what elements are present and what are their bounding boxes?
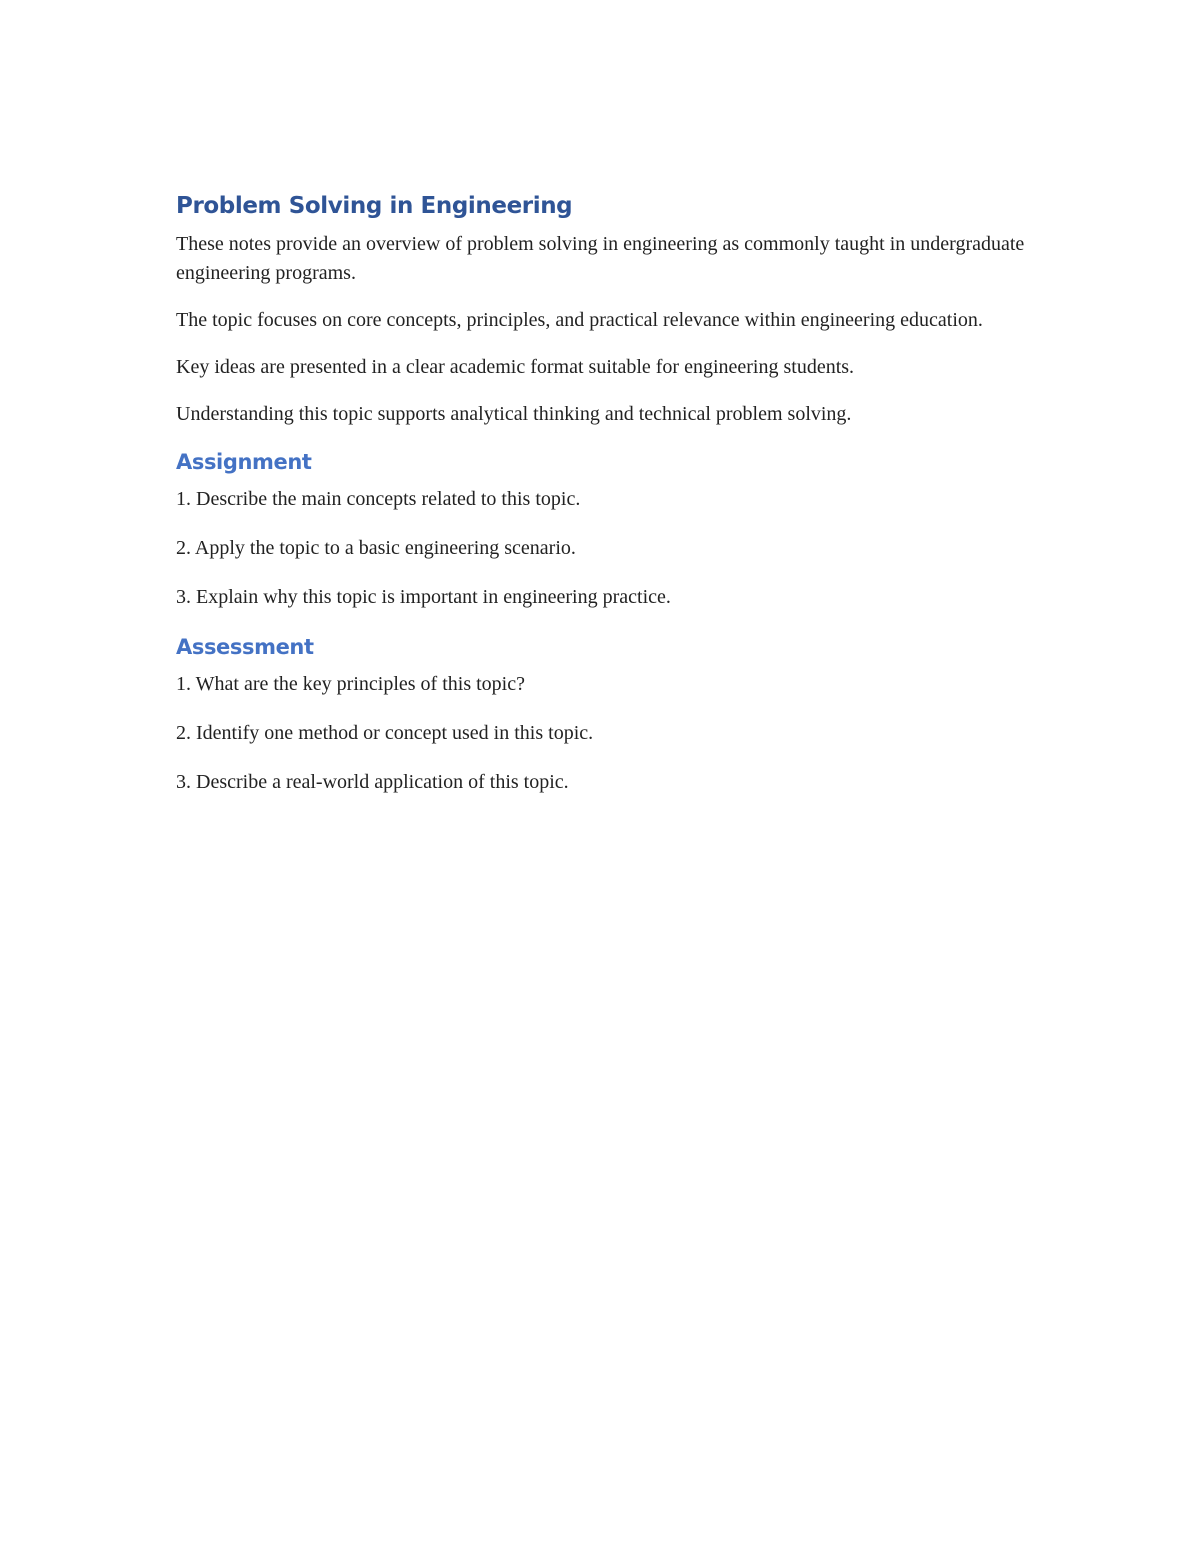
assignment-list bbox=[176, 485, 1026, 612]
assignment-item: 2. Apply the topic to a basic engineering scenario. bbox=[176, 537, 576, 559]
assessment-item: 2. Identify one method or concept used in this topic. bbox=[176, 722, 594, 744]
assessment-list bbox=[176, 670, 1026, 797]
understanding-paragraph: Understanding this topic supports analytical thinking and technical problem solving. bbox=[176, 403, 852, 425]
assessment-heading: Assessment bbox=[176, 635, 314, 659]
assignment-item: 1. Describe the main concepts related to this topic. bbox=[176, 488, 581, 510]
focus-paragraph: The topic focuses on core concepts, principles, and practical relevance within engineering education. bbox=[176, 309, 983, 331]
assignment-item: 3. Explain why this topic is important in engineering practice. bbox=[176, 586, 671, 608]
document-content bbox=[176, 190, 1026, 817]
assessment-item: 3. Describe a real-world application of this topic. bbox=[176, 771, 569, 793]
key-ideas-paragraph: Key ideas are presented in a clear academic format suitable for engineering students. bbox=[176, 356, 855, 378]
assessment-item: 1. What are the key principles of this topic? bbox=[176, 673, 525, 695]
assignment-section bbox=[176, 447, 1026, 612]
assignment-heading: Assignment bbox=[176, 450, 312, 474]
document-title: Problem Solving in Engineering bbox=[176, 193, 573, 219]
intro-paragraph: These notes provide an overview of problem solving in engineering as commonly taught in undergraduate engineering programs. bbox=[176, 233, 1025, 284]
assessment-section bbox=[176, 632, 1026, 797]
